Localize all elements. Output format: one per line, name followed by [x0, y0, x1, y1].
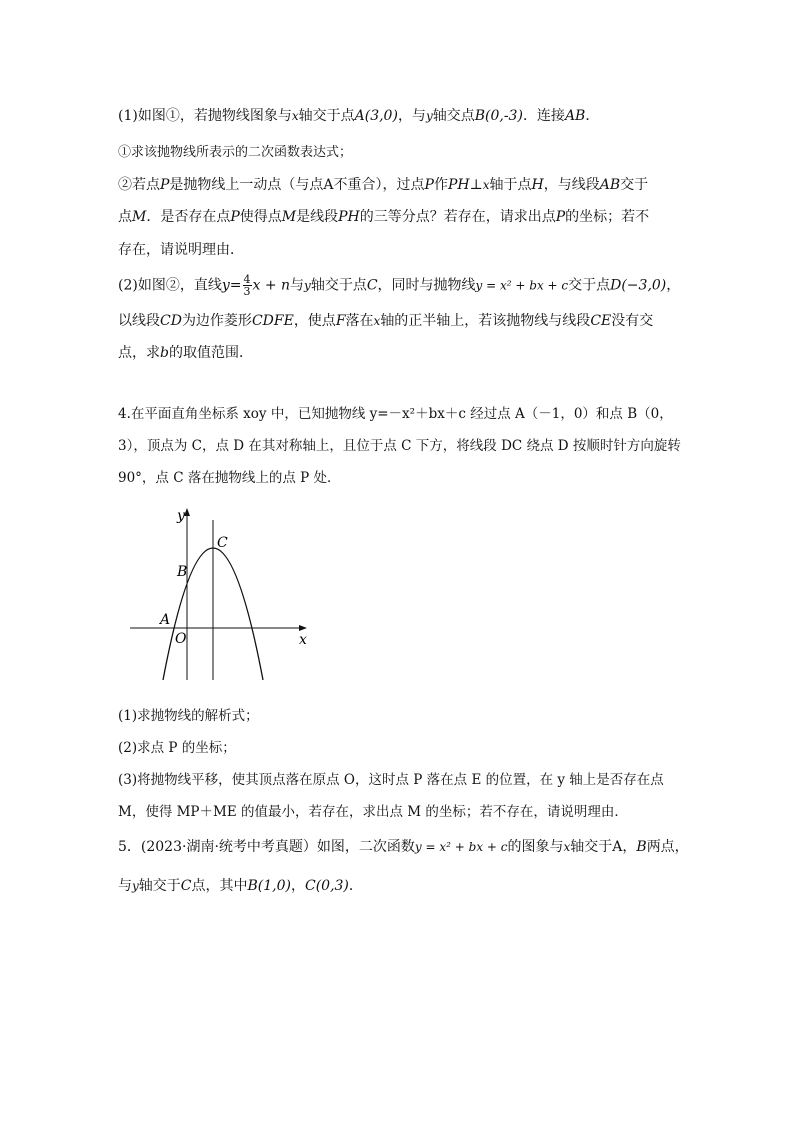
math-segment: AB — [564, 108, 586, 124]
math-segment: CD — [160, 313, 182, 329]
math-var: x — [291, 109, 299, 123]
math-var: y — [132, 879, 139, 893]
math-point: B(1,0) — [247, 878, 291, 894]
math-var: y — [425, 109, 433, 123]
math-var: x — [563, 840, 571, 854]
q3-sub2-line1 — [118, 175, 648, 195]
math-var: A — [612, 839, 623, 855]
text: (1)如图①，若抛物线图象与 — [118, 108, 292, 124]
text: 的取值范围． — [168, 345, 253, 361]
text: 以线段 — [118, 313, 160, 329]
math-segment: PH — [447, 177, 470, 193]
text: ， — [622, 839, 637, 855]
text: 是抛物线上一动点（与点A不重合），过点 — [169, 177, 425, 193]
text: 轴的正半轴上，若该抛物线与线段 — [380, 313, 591, 329]
math-point: B(0,-3) — [474, 108, 523, 124]
math-shape: CDFE — [251, 313, 294, 329]
text: ． — [348, 878, 363, 894]
math-expr: y = x² + bx + c — [414, 840, 508, 854]
q4-line2: 3），顶点为 C，点 D 在其对称轴上，且位于点 C 下方，将线段 DC 绕点 D 按顺时针方向旋转 — [118, 438, 681, 454]
text: 使得点 — [239, 209, 282, 225]
text: 轴交于点 — [298, 108, 355, 124]
text: ， — [290, 878, 305, 894]
math-var: x — [373, 314, 381, 328]
math-var: y — [221, 277, 230, 294]
math-var: C — [180, 878, 192, 894]
text: 与 — [290, 277, 305, 294]
text: 落在 — [345, 313, 374, 329]
q3-part1-line — [118, 106, 599, 126]
text: 轴交于 — [138, 878, 181, 894]
math-point: D(−3,0) — [610, 277, 667, 294]
text: 轴交于点 — [310, 277, 367, 294]
q4-sub2: (2)求点 P 的坐标； — [118, 740, 236, 756]
text: 的图象与 — [507, 839, 564, 855]
q5-line1 — [118, 837, 689, 857]
text: 没有交 — [611, 313, 654, 329]
text: ②若点 — [118, 177, 160, 193]
math-point: C(0,3) — [304, 878, 349, 894]
fraction-numerator: 4 — [243, 273, 251, 286]
q3-part2-line3 — [118, 343, 253, 363]
text: ，与 — [397, 108, 426, 124]
math-var: B — [636, 839, 647, 855]
text: 的三等分点？若存在，请求出点 — [359, 209, 556, 225]
text: 轴交点 — [432, 108, 475, 124]
q4-sub3-line1: (3)将抛物线平移，使其顶点落在原点 O，这时点 P 落在点 E 的位置，在 y 轴上是否存在点 — [118, 772, 664, 788]
math-expr: x + n — [252, 277, 291, 294]
fraction — [243, 274, 252, 297]
text: 点，其中 — [191, 878, 248, 894]
q4-sub1: (1)求抛物线的解析式； — [118, 708, 259, 724]
text: (2)如图②，直线 — [118, 277, 222, 294]
text: 交于 — [620, 177, 649, 193]
text: 两点， — [646, 839, 689, 855]
text: 轴交于 — [570, 839, 613, 855]
math-segment: PH — [338, 209, 360, 225]
math-var: P — [160, 177, 170, 193]
text: ， — [666, 277, 681, 294]
math-var: b — [160, 345, 169, 361]
text: = — [229, 277, 242, 294]
q3-sub2-line3: 存在，请说明理由． — [118, 242, 244, 258]
math-var: P — [424, 177, 434, 193]
x-axis-arrow — [299, 625, 307, 631]
point-A-label: A — [160, 612, 171, 628]
y-axis-label: y — [177, 508, 185, 524]
text: 轴于点 — [489, 177, 532, 193]
q3-sub1: ①求该抛物线所表示的二次函数表达式； — [118, 145, 353, 160]
x-axis-label: x — [299, 632, 307, 648]
math-segment: CE — [590, 313, 612, 329]
q3-part2-line1 — [118, 274, 680, 297]
text: ．连接 — [522, 108, 565, 124]
parabola-figure — [125, 500, 320, 685]
text: 与 — [118, 878, 132, 894]
math-point: A(3,0) — [354, 108, 398, 124]
point-C-label: C — [217, 535, 228, 551]
text: 5．(2023·湖南·统考中考真题）如图，二次函数 — [118, 839, 415, 855]
q4-sub3-line2: M，使得 MP＋ME 的值最小，若存在，求出点 M 的坐标；若不存在，请说明理由． — [118, 804, 628, 820]
text: 作 — [433, 177, 448, 193]
math-var: F — [335, 313, 346, 329]
q4-line1: 4.在平面直角坐标系 xoy 中，已知抛物线 y=－x²＋bx＋c 经过点 A（－1，0）和点 B（0， — [118, 406, 673, 422]
perp-symbol: ⊥ — [469, 177, 483, 193]
fraction-denominator: 3 — [243, 285, 251, 298]
text: ． — [585, 108, 600, 124]
text: 交于点 — [568, 277, 611, 294]
text: 为边作菱形 — [181, 313, 252, 329]
text: ，同时与抛物线 — [377, 277, 476, 294]
q3-sub2-line2 — [118, 207, 649, 227]
math-var: M — [132, 209, 147, 225]
math-var: x — [482, 178, 490, 192]
math-var: P — [555, 209, 566, 225]
math-var: P — [230, 209, 240, 225]
math-var: M — [281, 209, 297, 225]
math-var: y — [304, 278, 311, 293]
q4-line3: 90°，点 C 落在抛物线上的点 P 处． — [118, 470, 341, 486]
text: ．是否存在点 — [146, 209, 231, 225]
origin-O-label: O — [175, 631, 187, 647]
math-var: C — [366, 277, 378, 294]
q3-part2-line2 — [118, 311, 653, 331]
math-var: H — [531, 177, 544, 193]
math-expr: y = x² + bx + c — [475, 278, 569, 293]
point-B-label: B — [177, 564, 188, 580]
text: 的坐标；若不 — [565, 209, 650, 225]
text: 点 — [118, 209, 132, 225]
text: ，与线段 — [543, 177, 600, 193]
text: 点，求 — [118, 345, 160, 361]
text: 是线段 — [296, 209, 339, 225]
math-segment: AB — [599, 177, 621, 193]
text: ，使点 — [293, 313, 336, 329]
q5-line2 — [118, 876, 363, 896]
